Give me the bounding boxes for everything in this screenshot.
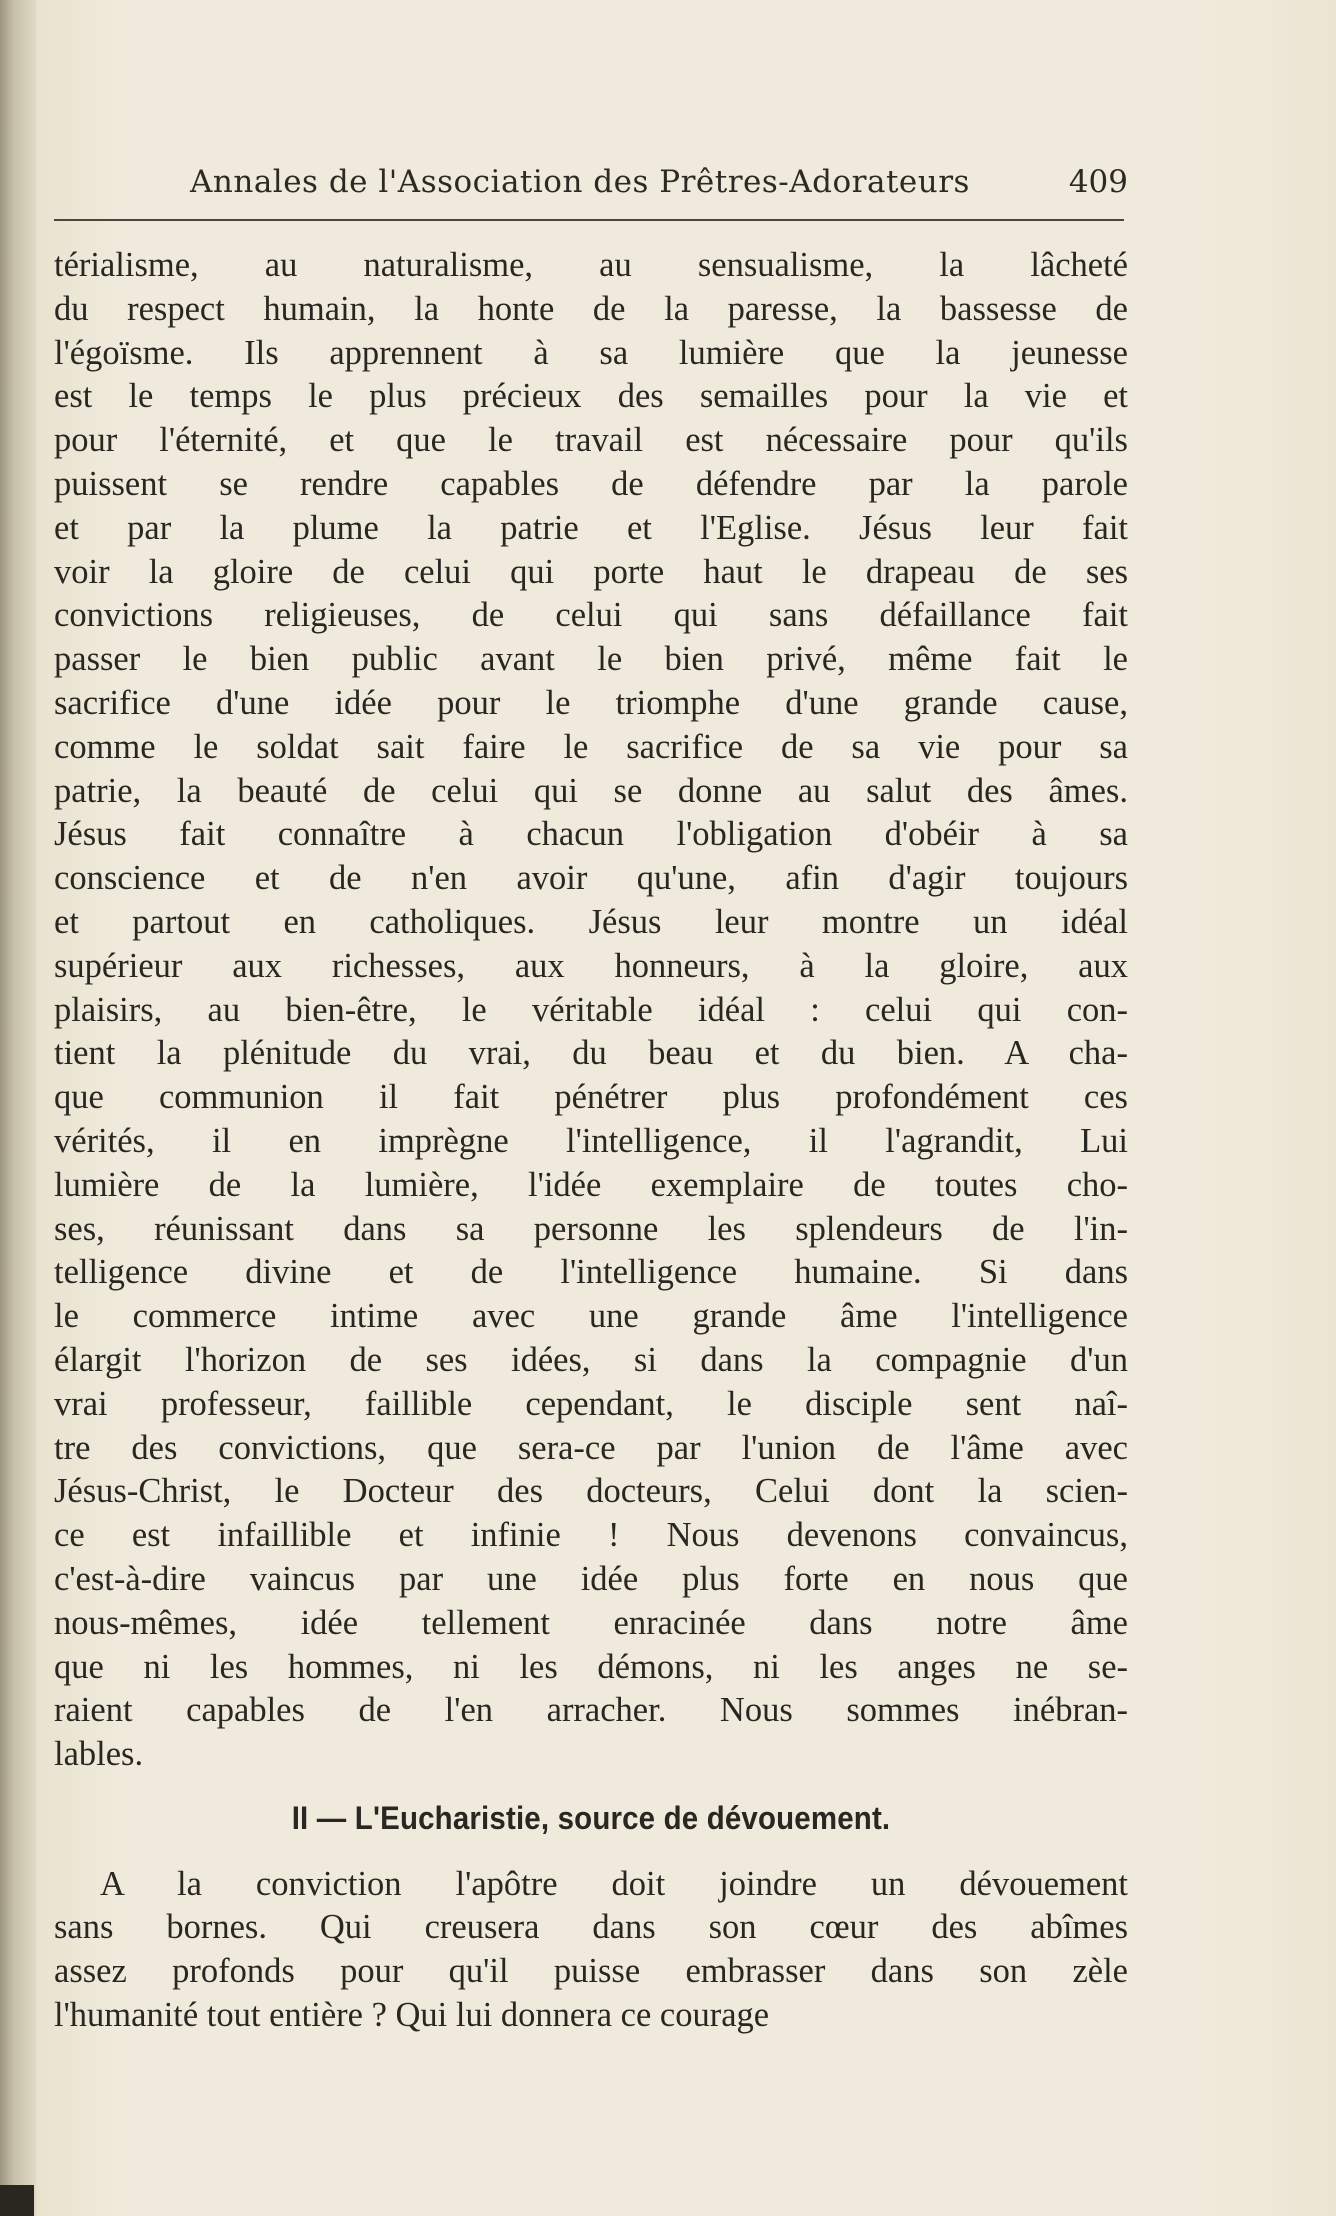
text-line: que ni les hommes, ni les démons, ni les anges ne se- <box>54 1647 1128 1686</box>
page-number: 409 <box>1068 164 1128 200</box>
text-line: ce est infaillible et infinie ! Nous devenons convaincus, <box>54 1516 1128 1555</box>
running-head: Annales de l'Association des Prêtres-Adorateurs <box>190 164 970 200</box>
text-line: l'humanité tout entière ? Qui lui donnera ce courage <box>54 1996 770 2035</box>
text-line: supérieur aux richesses, aux honneurs, à la gloire, aux <box>54 946 1128 985</box>
text-line: puissent se rendre capables de défendre par la parole <box>54 464 1128 503</box>
text-line: c'est-à-dire vaincus par une idée plus forte en nous que <box>54 1559 1128 1598</box>
text-line: que communion il fait pénétrer plus profondément ces <box>54 1078 1128 1117</box>
text-line: et par la plume la patrie et l'Eglise. Jésus leur fait <box>54 508 1128 547</box>
text-line: l'égoïsme. Ils apprennent à sa lumière que la jeunesse <box>54 333 1128 372</box>
page-spine-shadow <box>0 0 36 2216</box>
text-line: vérités, il en imprègne l'intelligence, il l'agrandit, Lui <box>54 1121 1128 1160</box>
text-line: sacrifice d'une idée pour le triomphe d'une grande cause, <box>54 683 1128 722</box>
text-line: pour l'éternité, et que le travail est nécessaire pour qu'ils <box>54 421 1128 460</box>
spine-dark-mark <box>0 2185 34 2216</box>
paragraph-2 <box>54 1863 1128 2038</box>
text-line: comme le soldat sait faire le sacrifice de sa vie pour sa <box>54 727 1128 766</box>
text-line: ses, réunissant dans sa personne les splendeurs de l'in- <box>54 1209 1128 1248</box>
text-line: A la conviction l'apôtre doit joindre un dévouement <box>100 1864 1128 1903</box>
header-rule <box>54 219 1124 221</box>
text-line: voir la gloire de celui qui porte haut le drapeau de ses <box>54 552 1128 591</box>
section-heading: II — L'Eucharistie, source de dévouement. <box>291 1799 891 1836</box>
text-line: conscience et de n'en avoir qu'une, afin d'agir toujours <box>54 859 1128 898</box>
text-line: patrie, la beauté de celui qui se donne au salut des âmes. <box>54 771 1128 810</box>
text-line: Jésus fait connaître à chacun l'obligation d'obéir à sa <box>54 815 1128 854</box>
text-line: convictions religieuses, de celui qui sans défaillance fait <box>54 596 1128 635</box>
text-line: nous-mêmes, idée tellement enracinée dans notre âme <box>54 1603 1128 1642</box>
text-line: élargit l'horizon de ses idées, si dans la compagnie d'un <box>54 1340 1128 1379</box>
text-line: vrai professeur, faillible cependant, le disciple sent naî- <box>54 1384 1128 1423</box>
text-line: est le temps le plus précieux des semailles pour la vie et <box>54 377 1128 416</box>
paragraph-1 <box>54 244 1128 1777</box>
text-line: térialisme, au naturalisme, au sensualisme, la lâcheté <box>54 246 1128 284</box>
page-header <box>190 164 1128 214</box>
text-line: Jésus-Christ, le Docteur des docteurs, Celui dont la scien- <box>54 1472 1128 1511</box>
text-line: telligence divine et de l'intelligence humaine. Si dans <box>54 1253 1128 1292</box>
text-line: passer le bien public avant le bien privé, même fait le <box>54 640 1128 679</box>
text-line: le commerce intime avec une grande âme l'intelligence <box>54 1297 1128 1336</box>
text-line: plaisirs, au bien-être, le véritable idéal : celui qui con- <box>54 990 1128 1029</box>
text-line: tient la plénitude du vrai, du beau et du bien. A cha- <box>54 1034 1128 1073</box>
text-line: assez profonds pour qu'il puisse embrasser dans son zèle <box>54 1952 1128 1991</box>
text-line: du respect humain, la honte de la paresse, la bassesse de <box>54 289 1128 328</box>
text-line: lumière de la lumière, l'idée exemplaire de toutes cho- <box>54 1165 1128 1204</box>
text-line: tre des convictions, que sera-ce par l'union de l'âme avec <box>54 1428 1128 1467</box>
text-line: raient capables de l'en arracher. Nous sommes inébran- <box>54 1691 1128 1730</box>
body-text <box>54 244 1128 2038</box>
text-line: et partout en catholiques. Jésus leur montre un idéal <box>54 902 1128 941</box>
text-line: sans bornes. Qui creusera dans son cœur des abîmes <box>54 1908 1128 1947</box>
text-line: lables. <box>54 1735 144 1774</box>
